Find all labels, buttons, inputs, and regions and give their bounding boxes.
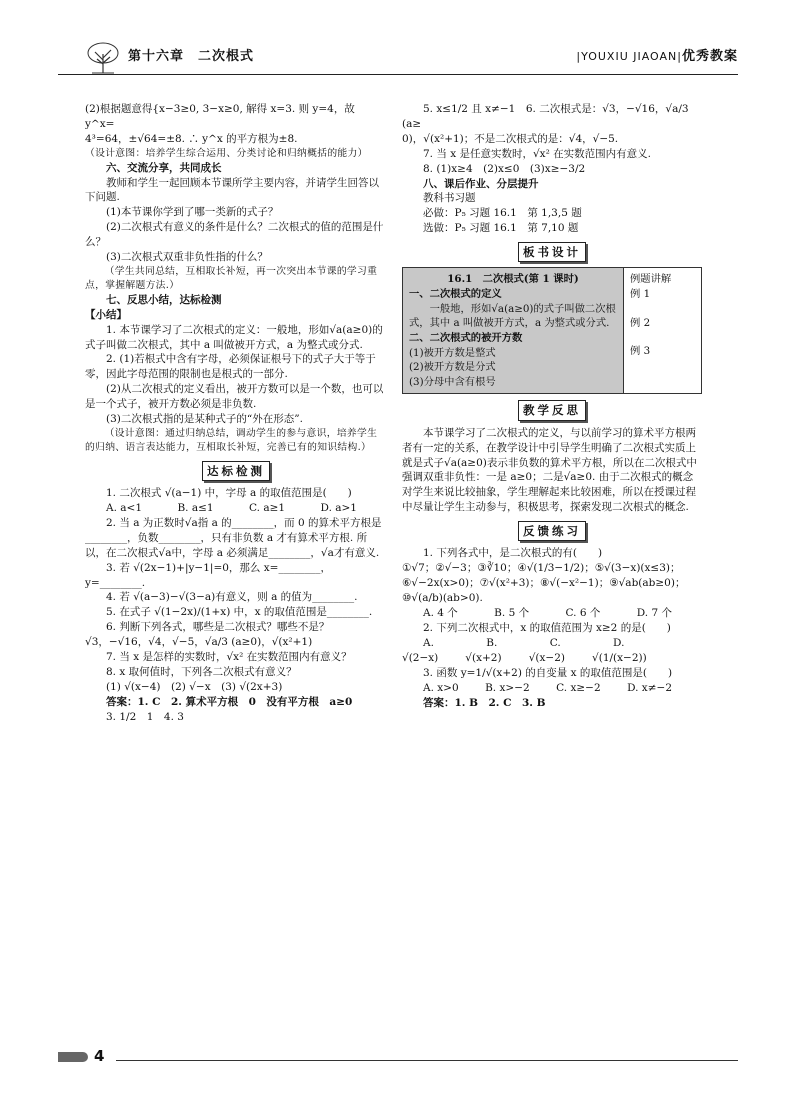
option: D. √(1/(x−2))	[592, 636, 647, 664]
board-example: 例 3	[630, 345, 651, 358]
option: A. √(2−x)	[402, 636, 439, 664]
option: D. x≠−2	[627, 681, 672, 694]
chapter-title: 第十六章 二次根式	[128, 49, 255, 64]
page-tab-icon	[58, 1052, 88, 1062]
brand	[576, 48, 738, 66]
option: A. 4 个	[423, 607, 458, 620]
box-title-dabiao: 达标检测	[85, 461, 387, 481]
option: A. a<1	[106, 501, 142, 514]
board-subtitle: 二、二次根式的被开方数	[409, 331, 523, 344]
paragraph: (3)二次根式指的是某种式子的“外在形态”.	[106, 413, 303, 426]
board-example: 例 1	[630, 288, 651, 301]
option: C. 6 个	[565, 607, 601, 620]
expression: (1) √(x−4) (2) √−x (3) √(2x+3)	[106, 680, 283, 693]
tree-logo-icon	[86, 42, 120, 74]
question: (3)二次根式双重非负性指的什么？	[106, 251, 268, 264]
section-heading: 六、交流分享，共同成长	[106, 161, 222, 174]
expression: ⑩√(a/b)(ab>0).	[402, 592, 483, 605]
box-title-fansi: 教学反思	[402, 400, 702, 420]
expression: √3，−√16，√4，√−5，√a/3 (a≥0)，√(x²+1)	[85, 636, 313, 649]
option: A. x>0	[423, 681, 459, 694]
page-footer	[58, 1048, 738, 1068]
question: 1. 二次根式 √(a−1) 中，字母 a 的取值范围是( )	[106, 487, 352, 500]
question: 5. 在式子 √(1−2x)/(1+x) 中，x 的取值范围是________.	[106, 606, 373, 619]
question: (2)二次根式有意义的条件是什么？二次根式的值的范围是什么？	[85, 221, 384, 249]
box-title-banshu: 板书设计	[402, 242, 702, 262]
left-column	[85, 102, 387, 725]
option: B. 5 个	[494, 607, 530, 620]
design-intent: （设计意图：通过归纳总结，调动学生的参与意识，培养学生的归纳、语言表达能力，互相取长补短，完善已有的知识结构.）	[85, 427, 378, 453]
answers: 答案：1. C 2. 算术平方根 0 没有平方根 a≥0	[106, 695, 353, 708]
question: 1. 下列各式中，是二次根式的有( )	[423, 547, 603, 560]
paragraph: 2. (1)若根式中含有字母，必须保证根号下的式子大于等于零，因此字母范围的限制也是根式的一部分.	[85, 353, 376, 381]
options	[402, 606, 702, 621]
expression: ①√7；②√−3；③∛10；④√(1/3−1/2)；⑤√(3−x)(x≤3)；	[402, 562, 681, 575]
board-main	[403, 268, 624, 393]
text-line: 7. 当 x 是任意实数时，√x² 在实数范围内有意义.	[423, 147, 651, 160]
page-number: 4	[94, 1047, 105, 1065]
board-definition: 一般地，形如√a(a≥0)的式子叫做二次根式，其中 a 叫做被开方式，a 为整式或分式.	[409, 302, 616, 330]
option: C. a≥1	[249, 501, 286, 514]
paragraph: (2)从二次根式的定义看出，被开方数可以是一个数，也可以是一个式子，被开方数必须是非负数.	[85, 383, 384, 411]
text-line: 5. x≤1/2 且 x≠−1 6. 二次根式是：√3，−√16，√a/3 (a≥	[402, 103, 689, 130]
brand-latin: |YOUXIU JIAOAN|	[576, 50, 682, 63]
board-item: (3)分母中含有根号	[409, 375, 496, 388]
option: B. a≤1	[177, 501, 214, 514]
right-column	[402, 102, 702, 710]
question: 6. 判断下列各式，哪些是二次根式？哪些不是？	[106, 621, 330, 634]
board-title: 16.1 二次根式(第 1 课时)	[447, 273, 579, 286]
paragraph: 1. 本节课学习了二次根式的定义：一般地，形如√a(a≥0)的式子叫做二次根式，其中 a 叫做被开方式，a 为整式或分式.	[85, 323, 383, 351]
expression: ⑥√−2x(x>0)；⑦√(x²+3)；⑧√(−x²−1)；⑨√ab(ab≥0)；	[402, 577, 686, 590]
board-example: 例 2	[630, 316, 651, 329]
design-intent: （学生共同总结，互相取长补短，再一次突出本节课的学习重点，掌握解题方法.）	[85, 265, 378, 291]
options	[85, 501, 387, 516]
question: 2. 下列二次根式中，x 的取值范围为 x≥2 的是( )	[423, 621, 671, 634]
option: C. √(x−2)	[528, 636, 565, 664]
text-line: (2)根据题意得{x−3≥0, 3−x≥0, 解得 x=3. 则 y=4，故 y^x=	[85, 103, 355, 130]
option: B. x>−2	[485, 681, 530, 694]
footer-rule	[116, 1060, 738, 1061]
option: D. 7 个	[636, 607, 672, 620]
board-subtitle: 一、二次根式的定义	[409, 288, 502, 301]
board-design	[402, 267, 702, 394]
answers: 3. 1/2 1 4. 3	[106, 710, 184, 723]
text-line: 4³=64，±√64=±8. ∴ y^x 的平方根为±8.	[85, 132, 298, 145]
question: (1)本节课你学到了哪一类新的式子？	[106, 206, 279, 219]
section-heading: 八、课后作业、分层提升	[423, 177, 539, 190]
board-examples	[624, 268, 701, 393]
homework: 选做：P₅ 习题 16.1 第 7,10 题	[423, 222, 579, 235]
question: 2. 当 a 为正数时√a指 a 的________，而 0 的算术平方根是________，负数________，只有非负数 a 才有算术平方根. 所以，在二次根式√a中，字母 a 必须满足________，√a才有意义.	[85, 516, 382, 559]
option: B. √(x+2)	[465, 636, 502, 664]
header-rule	[58, 74, 738, 75]
text-line: 0)，√(x²+1)；不是二次根式的是：√4，√−5.	[402, 132, 619, 145]
homework: 必做：P₅ 习题 16.1 第 1,3,5 题	[423, 207, 582, 220]
question: 3. 若 √(2x−1)+|y−1|=0，那么 x=________，y=________.	[85, 561, 331, 589]
homework: 教科书习题	[423, 192, 476, 205]
page-header	[58, 38, 738, 76]
board-item: (1)被开方数是整式	[409, 346, 496, 359]
options	[402, 636, 702, 666]
question: 7. 当 x 是怎样的实数时，√x² 在实数范围内有意义？	[106, 651, 352, 664]
question: 3. 函数 y=1/√(x+2) 的自变量 x 的取值范围是( )	[423, 666, 673, 679]
board-item: (2)被开方数是分式	[409, 361, 496, 374]
question: 4. 若 √(a−3)−√(3−a)有意义，则 a 的值为________.	[106, 591, 358, 604]
paragraph: 教师和学生一起回顾本节课所学主要内容，并请学生回答以下问题.	[85, 176, 379, 204]
option: D. a>1	[320, 501, 357, 514]
box-title-fankui: 反馈练习	[402, 521, 702, 541]
summary-label: 【小结】	[85, 308, 127, 321]
question: 8. x 取何值时，下列各二次根式有意义？	[106, 665, 297, 678]
section-heading: 七、反思小结，达标检测	[106, 293, 222, 306]
answers: 答案：1. B 2. C 3. B	[423, 696, 546, 709]
text-line: 8. (1)x≥4 (2)x≤0 (3)x≥−3/2	[423, 162, 586, 175]
design-intent: （设计意图：培养学生综合运用、分类讨论和归纳概括的能力）	[85, 147, 368, 159]
board-example-heading: 例题讲解	[630, 273, 672, 286]
option: C. x≥−2	[556, 681, 601, 694]
options	[402, 681, 702, 696]
brand-cn: 优秀教案	[681, 49, 738, 64]
reflection: 本节课学习了二次根式的定义，与以前学习的算术平方根两者有一定的关系，在教学设计中引导学生明确了二次根式实质上就是式子√a(a≥0)表示非负数的算术平方根，所以在二次根式中强调双重非负性：一是 a≥0；二是√a≥0. 由于二次根式的概念对学生来说比较抽象，学生理解起来比较困难，所以在授课过程中尽量让学生主动参与，积极思考，探索发现二次根式的概念.	[402, 426, 697, 514]
